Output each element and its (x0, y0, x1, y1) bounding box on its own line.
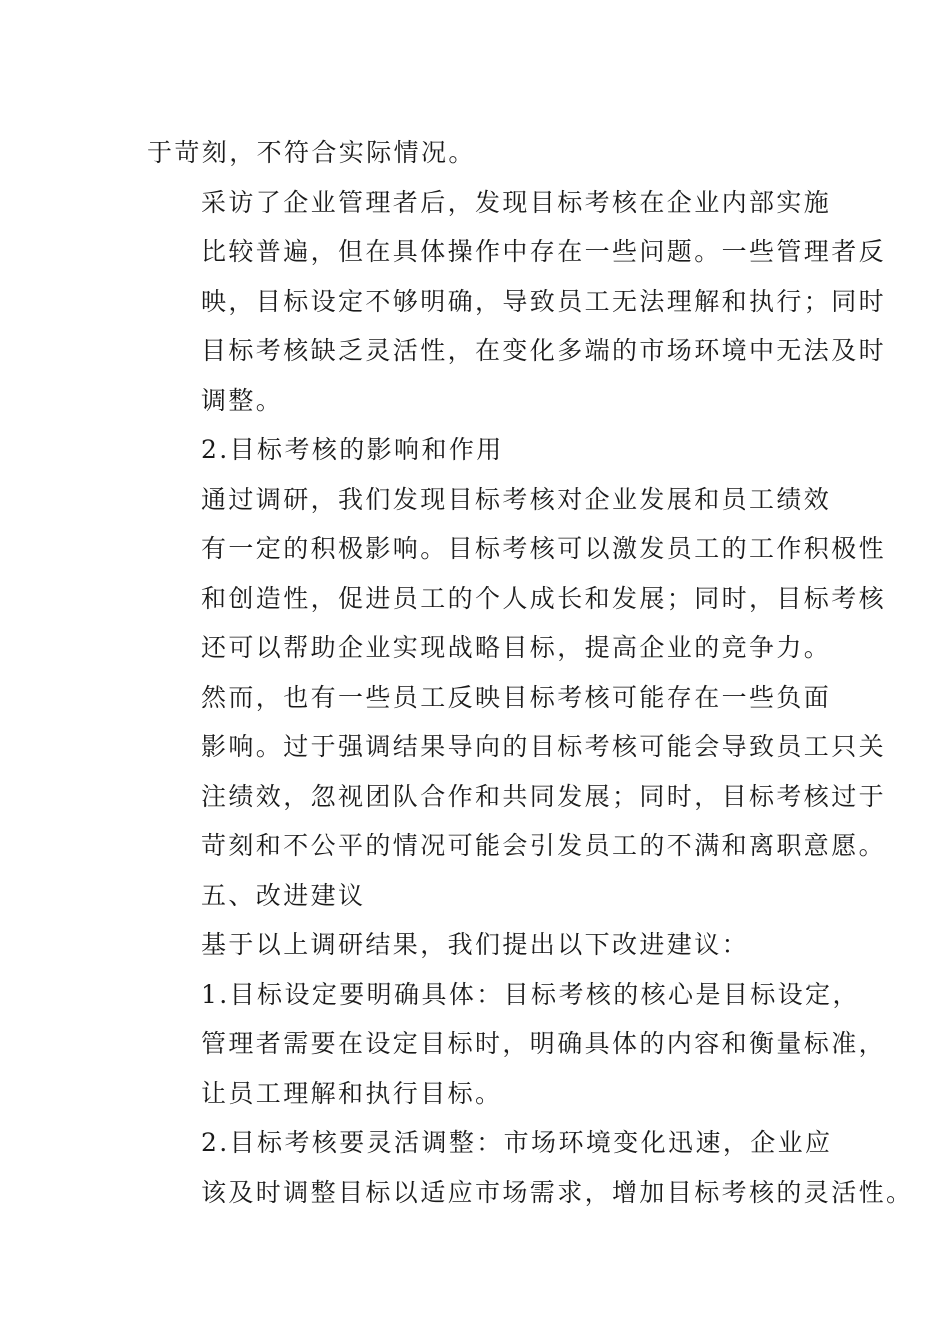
text-line: 2.目标考核要灵活调整：市场环境变化迅速，企业应 (201, 1128, 833, 1157)
paragraph-negative-impact (147, 673, 887, 871)
text-line: 有一定的积极影响。目标考核可以激发员工的工作积极性 (201, 534, 887, 563)
heading-line: 2.目标考核的影响和作用 (201, 435, 504, 464)
text-line: 目标考核缺乏灵活性，在变化多端的市场环境中无法及时 (201, 336, 887, 365)
text-line: 调整。 (201, 385, 284, 415)
heading-line: 五、改进建议 (201, 880, 366, 910)
text-line: 映，目标设定不够明确，导致员工无法理解和执行；同时 (201, 286, 887, 316)
text-line: 采访了企业管理者后，发现目标考核在企业内部实施 (201, 187, 832, 217)
text-line: 注绩效，忽视团队合作和共同发展；同时，目标考核过于 (201, 781, 887, 811)
text-line: 影响。过于强调结果导向的目标考核可能会导致员工只关 (201, 732, 887, 761)
section-heading-impact (147, 425, 812, 475)
text-line: 和创造性，促进员工的个人成长和发展；同时，目标考核 (201, 583, 887, 613)
text-line: 苛刻和不公平的情况可能会引发员工的不满和离职意愿。 (201, 831, 887, 860)
paragraph-suggestion-2 (147, 1118, 914, 1217)
text-line: 通过调研，我们发现目标考核对企业发展和员工绩效 (201, 484, 832, 514)
paragraph-positive-impact (147, 475, 887, 673)
paragraph-suggestions-intro (147, 920, 812, 970)
text-line: 比较普遍，但在具体操作中存在一些问题。一些管理者反 (201, 237, 887, 266)
text-line: 让员工理解和执行目标。 (201, 1078, 503, 1108)
document-body (147, 128, 914, 1217)
text-line: 该及时调整目标以适应市场需求，增加目标考核的灵活性。 (201, 1177, 914, 1207)
text-line: 基于以上调研结果，我们提出以下改进建议： (201, 930, 750, 959)
text-line: 于苛刻，不符合实际情况。 (147, 138, 476, 167)
paragraph-suggestion-1 (147, 970, 887, 1119)
paragraph-interview-findings (147, 178, 887, 426)
section-heading-suggestions (147, 871, 812, 921)
text-line: 1.目标设定要明确具体：目标考核的核心是目标设定， (201, 979, 860, 1009)
text-line: 还可以帮助企业实现战略目标，提高企业的竞争力。 (201, 633, 832, 662)
text-line: 然而，也有一些员工反映目标考核可能存在一些负面 (201, 682, 832, 712)
text-line: 管理者需要在设定目标时，明确具体的内容和衡量标准， (201, 1029, 887, 1058)
paragraph-continuation (147, 128, 812, 178)
